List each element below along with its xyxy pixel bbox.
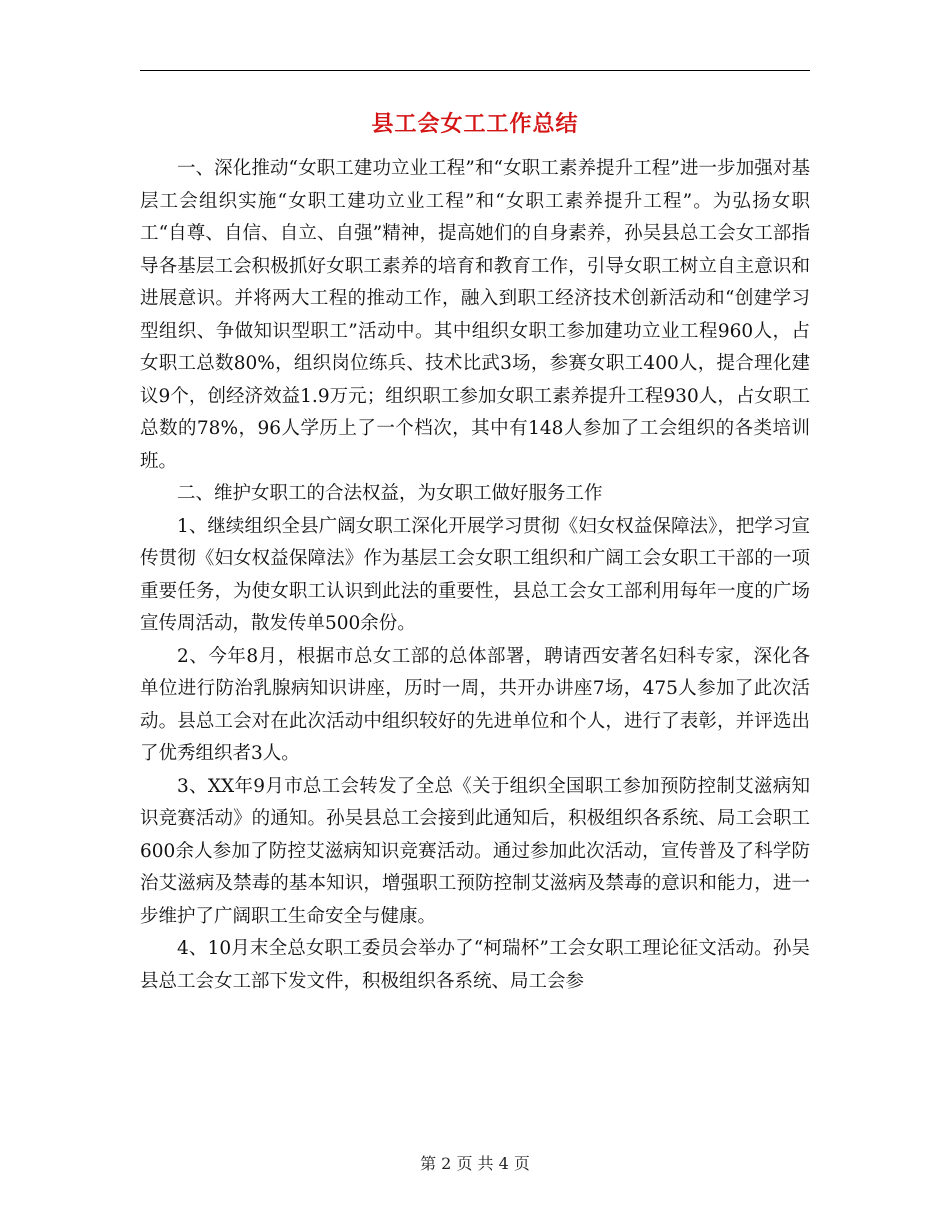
- paragraph-section-2-heading: 二、维护女职工的合法权益，为女职工做好服务工作: [177, 483, 603, 504]
- paragraph-item-4: 4、10月末全总女职工委员会举办了“柯瑞杯”工会女职工理论征文活动。孙吴县总工会女工部下发文件，积极组织各系统、局工会参: [140, 938, 810, 992]
- document-body: [140, 153, 810, 998]
- paragraph-item-1: 1、继续组织全县广阔女职工深化开展学习贯彻《妇女权益保障法》，把学习宣传贯彻《妇女权益保障法》作为基层工会女职工组织和广阔工会女职工干部的一项重要任务，为使女职工认识到此法的重要性，县总工会女工部利用每年一度的广场宣传周活动，散发传单500余份。: [140, 515, 810, 634]
- page-number-footer: 第 2 页 共 4 页: [420, 1154, 530, 1173]
- paragraph-item-3: 3、XX年9月市总工会转发了全总《关于组织全国职工参加预防控制艾滋病知识竞赛活动》的通知。孙吴县总工会接到此通知后，积极组织各系统、局工会职工600余人参加了防控艾滋病知识竞赛活动。通过参加此次活动，宣传普及了科学防治艾滋病及禁毒的基本知识，增强职工预防控制艾滋病及禁毒的意识和能力，进一步维护了广阔职工生命安全与健康。: [140, 775, 810, 927]
- document-title: 县工会女工工作总结: [371, 111, 579, 137]
- paragraph-section-1: 一、深化推动“女职工建功立业工程”和“女职工素养提升工程”进一步加强对基层工会组织实施“女职工建功立业工程”和“女职工素养提升工程”。为弘扬女职工“自尊、自信、自立、自强”精神，提高她们的自身素养，孙吴县总工会女工部指导各基层工会积极抓好女职工素养的培育和教育工作，引导女职工树立自主意识和进展意识。并将两大工程的推动工作，融入到职工经济技术创新活动和“创建学习型组织、争做知识型职工”活动中。其中组织女职工参加建功立业工程960人，占女职工总数80%，组织岗位练兵、技术比武3场，参赛女职工400人，提合理化建议9个，创经济效益1.9万元；组织职工参加女职工素养提升工程930人，占女职工总数的78%，96人学历上了一个档次，其中有148人参加了工会组织的各类培训班。: [140, 158, 810, 472]
- paragraph-item-2: 2、今年8月，根据市总女工部的总体部署，聘请西安著名妇科专家，深化各单位进行防治乳腺病知识讲座，历时一周，共开办讲座7场，475人参加了此次活动。县总工会对在此次活动中组织较好的先进单位和个人，进行了表彰，并评选出了优秀组织者3人。: [140, 645, 810, 764]
- header-rule: [140, 70, 810, 71]
